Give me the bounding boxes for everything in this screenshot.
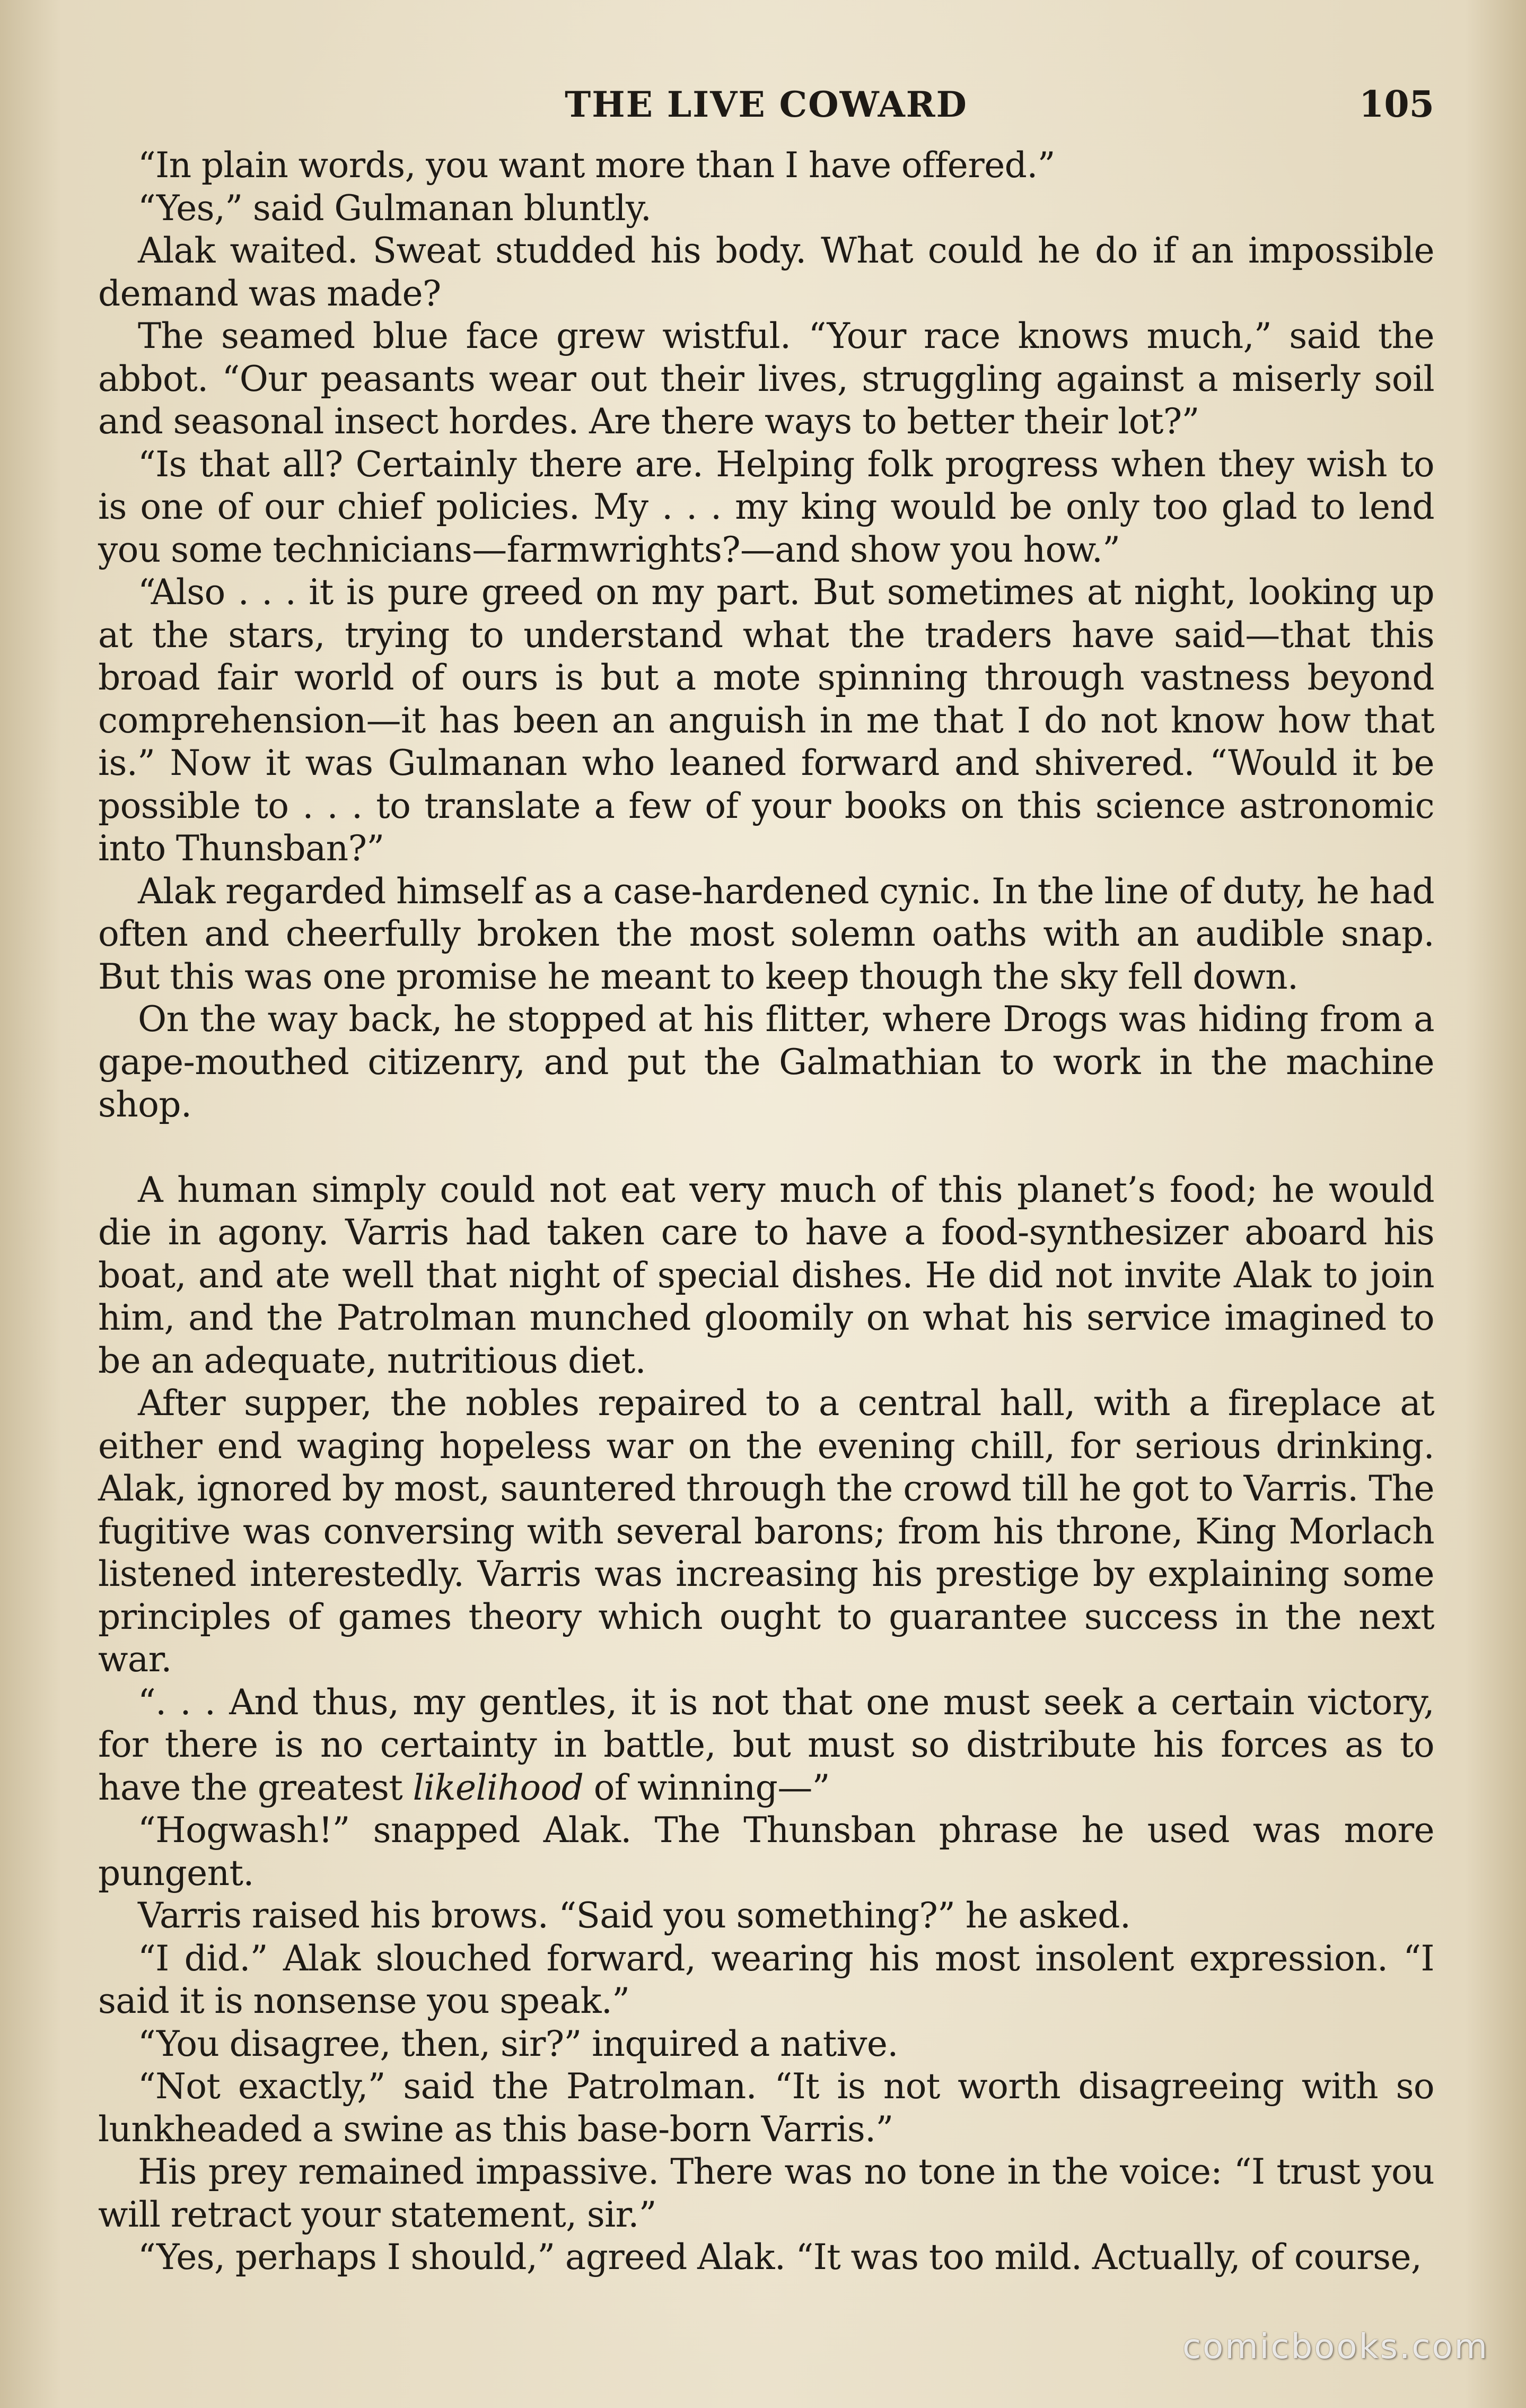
paragraph: “In plain words, you want more than I have offered.” xyxy=(138,145,1055,186)
running-title: THE LIVE COWARD xyxy=(565,84,968,125)
paragraph: “You disagree, then, sir?” inquired a native. xyxy=(138,2023,898,2064)
paragraph-text: “. . . And thus, my gentles, it is not that one must seek a certain victory, for there is no certainty in battle, but must so distribute his forces as to have the greatest xyxy=(98,1681,1434,1808)
paragraph: On the way back, he stopped at his flitter, where Drogs was hiding from a gape-mouthed citizenry, and put the Galmathian to work in the machine shop. xyxy=(98,999,1434,1125)
watermark: comicbooks.com xyxy=(1182,2327,1489,2367)
paragraph: After supper, the nobles repaired to a central hall, with a fireplace at either end waging hopeless war on the evening chill, for serious drinking. Alak, ignored by most, sauntered through the crowd till he got to Varris. The fugitive was conversing with several barons; from his throne, King Morlach listened interestedly. Varris was increasing his prestige by explaining some principles of games theory which ought to guarantee success in the next war. xyxy=(98,1383,1434,1680)
body-text xyxy=(98,144,1434,2279)
page-header xyxy=(98,81,1434,128)
paragraph: “Hogwash!” snapped Alak. The Thunsban phrase he used was more pungent. xyxy=(98,1810,1434,1894)
page-number: 105 xyxy=(1359,83,1434,126)
paragraph: Varris raised his brows. “Said you something?” he asked. xyxy=(138,1895,1131,1936)
paragraph: “Yes,” said Gulmanan bluntly. xyxy=(138,187,652,229)
paragraph: “Yes, perhaps I should,” agreed Alak. “It was too mild. Actually, of course, xyxy=(138,2237,1422,2278)
emphasized-word: likelihood xyxy=(413,1767,584,1808)
paragraph: “Also . . . it is pure greed on my part. But sometimes at night, looking up at the stars, trying to understand what the traders have said—that this broad fair world of ours is but a mote spinning through vastness beyond comprehension—it has been an anguish in me that I do not know how that is.” Now it was Gulmanan who leaned forward and shivered. “Would it be possible to . . . to translate a few of your books on this science astronomic into Thunsban?” xyxy=(98,572,1434,869)
paragraph: His prey remained impassive. There was no tone in the voice: “I trust you will retract your statement, sir.” xyxy=(98,2151,1434,2235)
paragraph: Alak waited. Sweat studded his body. What could he do if an impossible demand was made? xyxy=(98,230,1434,314)
paragraph: “Not exactly,” said the Patrolman. “It is not worth disagreeing with so lunkheaded a swine as this base-born Varris.” xyxy=(98,2066,1434,2150)
paragraph: Alak regarded himself as a case-hardened cynic. In the line of duty, he had often and cheerfully broken the most solemn oaths with an audible snap. But this was one promise he meant to keep though the sky fell down. xyxy=(98,870,1434,997)
paragraph: “I did.” Alak slouched forward, wearing his most insolent expression. “I said it is nonsense you speak.” xyxy=(98,1938,1434,2021)
paragraph-text: of winning—” xyxy=(583,1767,830,1808)
paragraph: A human simply could not eat very much of this planet’s food; he would die in agony. Varris had taken care to have a food-synthesizer aboard his boat, and ate well that night of special dishes. He did not invite Alak to join him, and the Patrolman munched gloomily on what his service imagined to be an adequate, nutritious diet. xyxy=(98,1169,1434,1381)
paragraph: The seamed blue face grew wistful. “Your race knows much,” said the abbot. “Our peasants wear out their lives, struggling against a miserly soil and seasonal insect hordes. Are there ways to better their lot?” xyxy=(98,316,1434,442)
paragraph: “Is that all? Certainly there are. Helping folk progress when they wish to is one of our chief policies. My . . . my king would be only too glad to lend you some technicians—farmwrights?—and show you how.” xyxy=(98,443,1434,570)
paragraph xyxy=(98,1681,1434,1810)
